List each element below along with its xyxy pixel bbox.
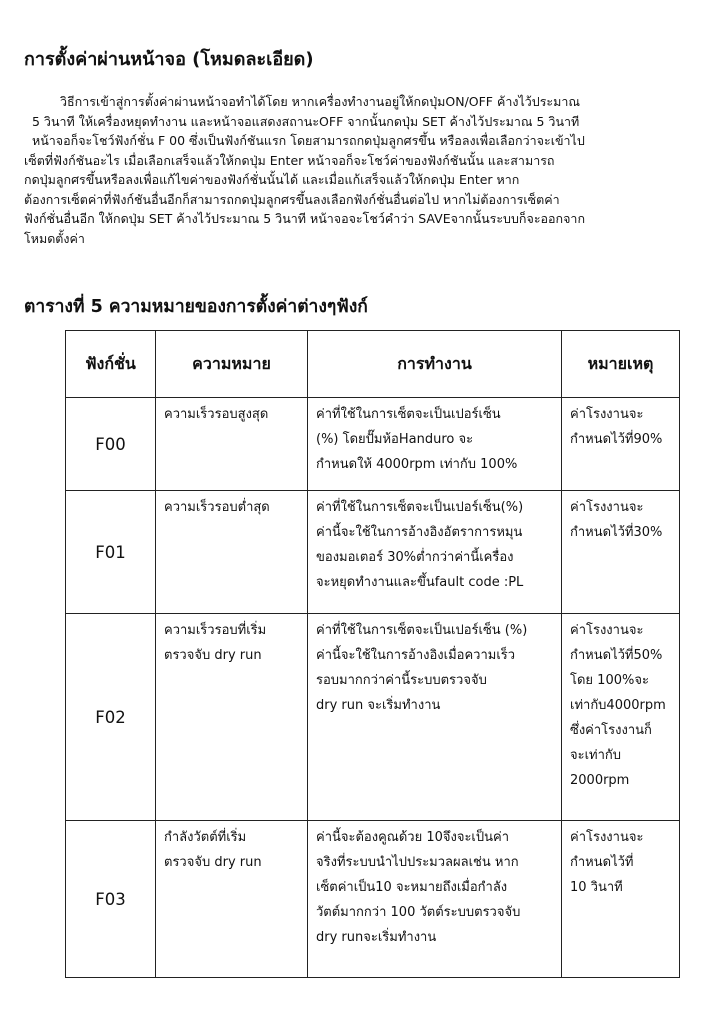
header-note: หมายเหตุ [562, 331, 680, 398]
cell-line: ค่าโรงงานจะ [570, 830, 644, 845]
paragraph-line: 5 วินาที ให้เครื่องหยุดทำงาน และหน้าจอแสดงสถานะOFF จากนั้นกดปุ่ม SET ค้างไว้ประมาณ 5 วินาที [32, 113, 580, 129]
function-code: F03 [66, 821, 156, 978]
cell-line: ตรวจจับ dry run [164, 855, 262, 870]
cell-line: กำหนดไว้ที่50% [570, 648, 663, 663]
note-cell [562, 491, 680, 614]
cell-line: dry run จะเริ่มทำงาน [316, 698, 441, 713]
meaning-cell [156, 821, 308, 978]
paragraph-line: กดปุ่มลูกศรขึ้นหรือลงเพื่อแก้ไขค่าของฟังก์ชั่นนั้นได้ และเมื่อแก้เสร็จแล้วให้กดปุ่ม Enter หาก [24, 172, 520, 187]
function-code: F02 [66, 614, 156, 821]
cell-line: ค่านี้จะต้องคูณด้วย 10จึงจะเป็นค่า [316, 830, 510, 845]
table-row [66, 821, 680, 978]
meaning-cell [156, 398, 308, 491]
function-settings-table [65, 330, 680, 978]
cell-line: ค่านี้จะใช้ในการอ้างอิงอัตราการหมุน [316, 525, 523, 540]
function-code: F01 [66, 491, 156, 614]
cell-line: จะหยุดทำงานและขึ้นfault code :PL [316, 575, 524, 590]
cell-line: 10 วินาที [570, 880, 623, 895]
note-cell [562, 821, 680, 978]
paragraph-line: ต้องการเซ็ตค่าที่ฟังก์ชันอื่นอีกก็สามารถกดปุ่มลูกศรขึ้นลงเลือกฟังก์ชั่นอื่นต่อไป หากไม่ต้องการเซ็ตค่า [24, 191, 560, 207]
cell-line: ค่าที่ใช้ในการเซ็ตจะเป็นเปอร์เซ็น (%) [316, 623, 528, 638]
cell-line: ค่าที่ใช้ในการเซ็ตจะเป็นเปอร์เซ็น(%) [316, 500, 524, 515]
cell-line: กำหนดไว้ที่90% [570, 432, 663, 447]
meaning-cell [156, 491, 308, 614]
cell-line: ของมอเตอร์ 30%ต่ำกว่าค่านี้เครื่อง [316, 550, 514, 565]
paragraph-line: เซ็ตที่ฟังก์ชันอะไร เมื่อเลือกเสร็จแล้วให้กดปุ่ม Enter หน้าจอก็จะโชว์ค่าของฟังก์ชันนั้น และสามารถ [24, 152, 555, 168]
cell-line: ความเร็วรอบสูงสุด [164, 407, 269, 422]
cell-line: จริงที่ระบบนำไปประมวลผลเช่น หาก [316, 855, 519, 870]
cell-line: ความเร็วรอบต่ำสุด [164, 500, 270, 515]
cell-line: (%) โดยปั๊มห้อHanduro จะ [316, 432, 474, 447]
paragraph-line: ฟังก์ชั่นอื่นอีก ให้กดปุ่ม SET ค้างไว้ประมาณ 5 วินาที หน้าจอจะโชว์คำว่า SAVEจากนั้นระบบก็จะออกจาก [24, 211, 586, 226]
header-operation: การทำงาน [308, 331, 562, 398]
cell-line: กำลังวัตต์ที่เริ่ม [164, 830, 247, 845]
cell-line: เท่ากับ4000rpm [570, 698, 666, 713]
cell-line: กำหนดให้ 4000rpm เท่ากับ 100% [316, 457, 518, 472]
operation-cell [308, 491, 562, 614]
cell-line: ซึ่งค่าโรงงานก็ [570, 723, 652, 738]
cell-line: เซ็ตค่าเป็น10 จะหมายถึงเมื่อกำลัง [316, 880, 508, 895]
note-cell [562, 614, 680, 821]
cell-line: จะเท่ากับ [570, 748, 622, 763]
cell-line: ค่าโรงงานจะ [570, 623, 644, 638]
table-header-row [66, 331, 680, 398]
cell-line: ตรวจจับ dry run [164, 648, 262, 663]
cell-line: ค่าที่ใช้ในการเซ็ตจะเป็นเปอร์เซ็น [316, 407, 501, 422]
function-code: F00 [66, 398, 156, 491]
cell-line: ค่าโรงงานจะ [570, 500, 644, 515]
cell-line: 2000rpm [570, 773, 630, 788]
table-row [66, 491, 680, 614]
paragraph-line: โหมดตั้งค่า [24, 230, 85, 246]
cell-line: dry runจะเริ่มทำงาน [316, 930, 437, 945]
cell-line: กำหนดไว้ที่30% [570, 525, 663, 540]
cell-line: ความเร็วรอบที่เริ่ม [164, 623, 267, 638]
paragraph-line: หน้าจอก็จะโชว์ฟังก์ชั่น F 00 ซึ่งเป็นฟังก์ชันแรก โดยสามารถกดปุ่มลูกศรขึ้น หรือลงเพื่อเลือกว่าจะเข้าไป [32, 133, 585, 148]
table-caption: ตารางที่ 5 ความหมายของการตั้งค่าต่างๆฟังก์ [24, 297, 368, 317]
operation-cell [308, 614, 562, 821]
operation-cell [308, 821, 562, 978]
header-meaning: ความหมาย [156, 331, 308, 398]
operation-cell [308, 398, 562, 491]
cell-line: กำหนดไว้ที่ [570, 855, 634, 870]
table-row [66, 614, 680, 821]
cell-line: รอบมากกว่าค่านี้ระบบตรวจจับ [316, 673, 487, 688]
note-cell [562, 398, 680, 491]
cell-line: วัตต์มากกว่า 100 วัตต์ระบบตรวจจับ [316, 905, 521, 920]
cell-line: ค่าโรงงานจะ [570, 407, 644, 422]
cell-line: โดย 100%จะ [570, 673, 649, 688]
meaning-cell [156, 614, 308, 821]
header-function: ฟังก์ชั่น [66, 331, 156, 398]
instruction-paragraph [24, 92, 704, 248]
paragraph-line: วิธีการเข้าสู่การตั้งค่าผ่านหน้าจอทำได้โดย หากเครื่องทำงานอยู่ให้กดปุ่มON/OFF ค้างไว้ประมาณ [60, 94, 580, 109]
cell-line: ค่านี้จะใช้ในการอ้างอิงเมื่อความเร็ว [316, 648, 516, 663]
table-row [66, 398, 680, 491]
section-heading: การตั้งค่าผ่านหน้าจอ (โหมดละเอียด) [24, 49, 314, 70]
